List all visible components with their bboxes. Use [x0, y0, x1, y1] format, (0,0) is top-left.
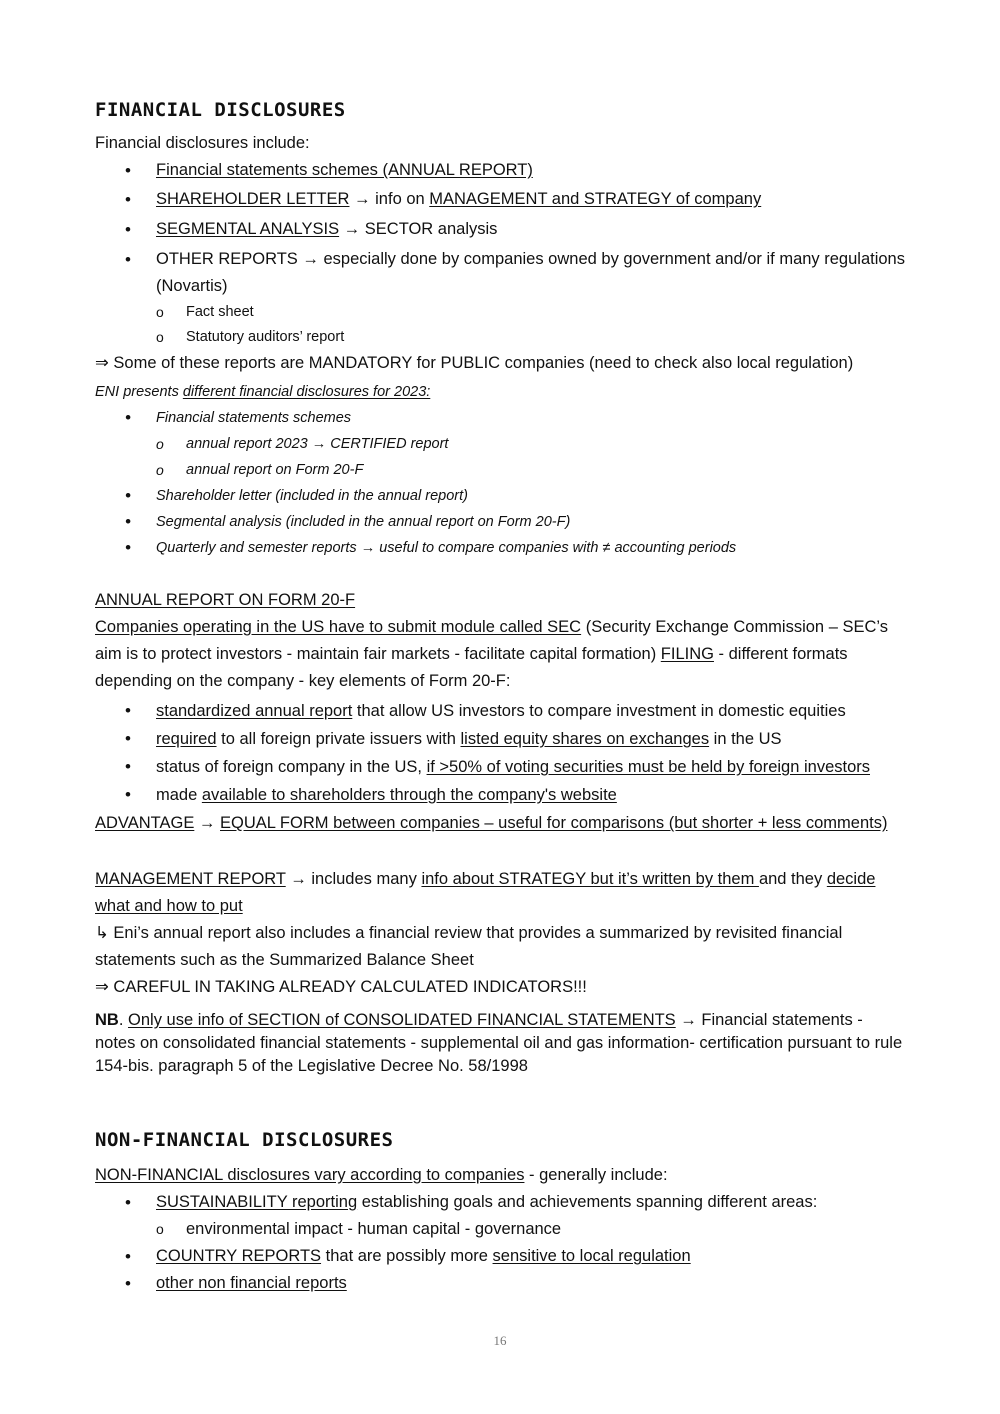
- list-item: • standardized annual report that allow US investors to compare investment in domestic equities: [95, 697, 907, 725]
- sub-list-item: o environmental impact - human capital - governance: [95, 1216, 907, 1243]
- list-item: • Quarterly and semester reports → useful to compare companies with ≠ accounting periods: [95, 535, 907, 561]
- list-item: • Segmental analysis (included in the annual report on Form 20-F): [95, 509, 907, 535]
- list-item: • made available to shareholders through the company's website: [95, 781, 907, 809]
- list-item: • Financial statements schemes (ANNUAL REPORT): [95, 157, 907, 184]
- advantage-line: ADVANTAGE → EQUAL FORM between companies – useful for comparisons (but shorter + less comments): [95, 814, 888, 832]
- form-20f-heading: ANNUAL REPORT ON FORM 20-F: [95, 591, 356, 609]
- sub-list-item: o annual report on Form 20-F: [95, 457, 907, 483]
- list-item: • status of foreign company in the US, if >50% of voting securities must be held by foreign investors: [95, 753, 907, 781]
- form-20f-list: [95, 697, 907, 809]
- sub-list-item: o Fact sheet: [95, 300, 907, 325]
- sub-list-item: o Statutory auditors’ report: [95, 325, 907, 350]
- list-item: • COUNTRY REPORTS that are possibly more sensitive to local regulation: [95, 1243, 907, 1270]
- list-item: • SUSTAINABILITY reporting establishing goals and achievements spanning different areas:: [95, 1189, 907, 1216]
- list-item: • other non financial reports: [95, 1270, 907, 1297]
- list-item: • OTHER REPORTS → especially done by companies owned by government and/or if many regulations (Novartis): [95, 246, 907, 300]
- list-item: • SEGMENTAL ANALYSIS → SECTOR analysis: [95, 216, 907, 243]
- form-20f-paragraph: Companies operating in the US have to submit module called SEC (Security Exchange Commission – SEC’s aim is to protect investors - maintain fair markets - facilitate capital formation) FILING - different formats depending on the company - key elements of Form 20-F:: [95, 618, 889, 690]
- financial-list: [95, 157, 907, 350]
- page-number: 16: [493, 1333, 507, 1348]
- sub-list-item: o annual report 2023 → CERTIFIED report: [95, 431, 907, 457]
- section-title-financial-disclosures: FINANCIAL DISCLOSURES: [95, 99, 346, 121]
- section-title-non-financial-disclosures: NON-FINANCIAL DISCLOSURES: [95, 1129, 394, 1151]
- mandatory-note: ⇒ Some of these reports are MANDATORY for PUBLIC companies (need to check also local regulation): [95, 354, 854, 372]
- non-financial-intro: NON-FINANCIAL disclosures vary according to companies - generally include:: [95, 1166, 668, 1184]
- eni-list: [95, 405, 907, 561]
- list-item: • SHAREHOLDER LETTER → info on MANAGEMENT and STRATEGY of company: [95, 186, 907, 213]
- eni-intro: ENI presents different financial disclosures for 2023:: [95, 384, 431, 400]
- financial-intro: Financial disclosures include:: [95, 134, 310, 152]
- eni-review-paragraph: ↳ Eni’s annual report also includes a financial review that provides a summarized by revisited financial statements such as the Summarized Balance Sheet: [95, 924, 843, 969]
- nb-paragraph: NB. Only use info of SECTION of CONSOLIDATED FINANCIAL STATEMENTS → Financial statements - notes on consolidated financial statements - supplemental oil and gas information- certification pursuant to rule 154-bis. paragraph 5 of the Legislative Decree No. 58/1998: [95, 1011, 903, 1075]
- list-item: • required to all foreign private issuers with listed equity shares on exchanges in the US: [95, 725, 907, 753]
- non-financial-list: [95, 1189, 907, 1297]
- document-page: [95, 96, 907, 1297]
- management-report-paragraph: MANAGEMENT REPORT → includes many info about STRATEGY but it’s written by them and they decide what and how to put: [95, 870, 876, 915]
- list-item: • Shareholder letter (included in the annual report): [95, 483, 907, 509]
- careful-note: ⇒ CAREFUL IN TAKING ALREADY CALCULATED INDICATORS!!!: [95, 978, 587, 996]
- list-item: • Financial statements schemes: [95, 405, 907, 431]
